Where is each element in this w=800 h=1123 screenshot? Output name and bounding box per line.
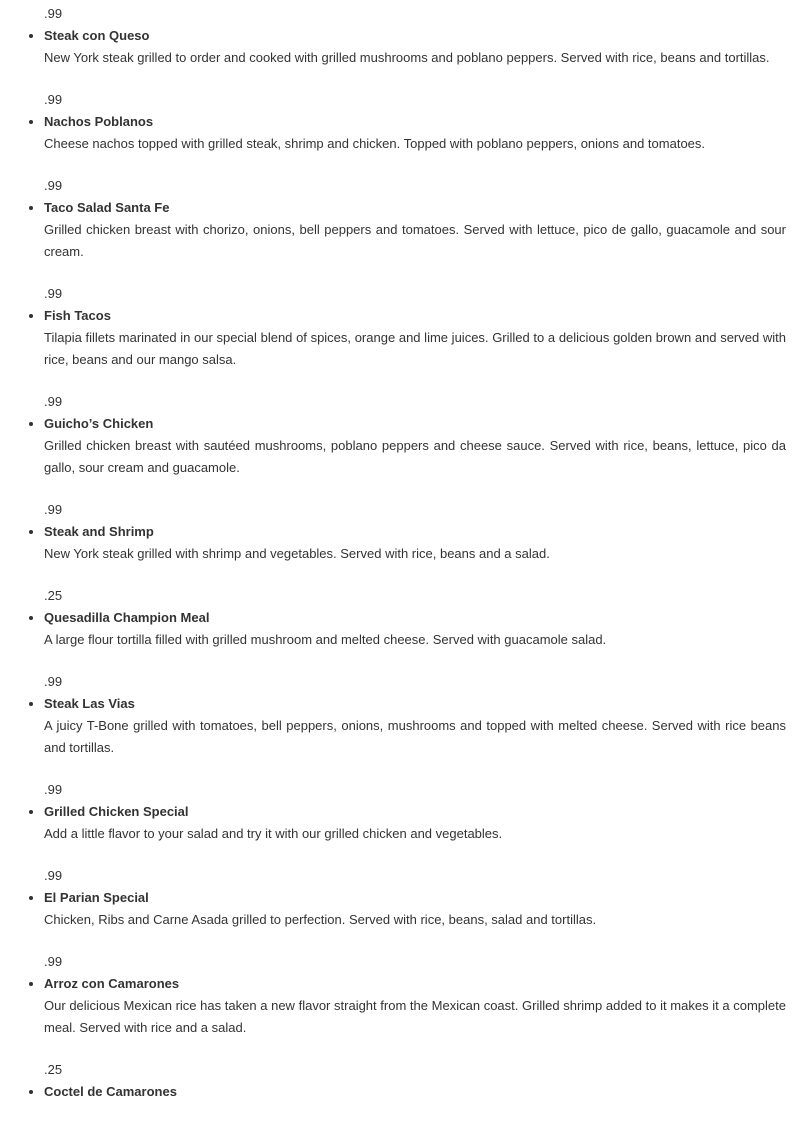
price-line [44,89,786,111]
menu-item-name: • Arroz con Camarones [44,976,180,991]
menu-item-price: .99 [44,6,63,21]
menu-item [44,305,786,371]
menu-item [44,521,786,565]
menu-item-name: • Coctel de Camarones [44,1084,177,1099]
price-line [44,951,786,973]
menu-item [44,693,786,759]
price-line [44,671,786,693]
menu-item-price: .99 [44,92,63,107]
menu-item-description: Grilled chicken breast with chorizo, onions, bell peppers and tomatoes. Served with lettuce, pico de gallo, guacamole and sour cream. [44,222,786,259]
menu-item-description: Add a little flavor to your salad and try it with our grilled chicken and vegetables. [44,826,503,841]
menu-item-description: Our delicious Mexican rice has taken a new flavor straight from the Mexican coast. Grilled shrimp added to it makes it a complete meal. Served with rice and a salad. [44,998,786,1035]
menu-item-description: Chicken, Ribs and Carne Asada grilled to perfection. Served with rice, beans, salad and tortillas. [44,912,597,927]
menu-item-description: A large flour tortilla filled with grilled mushroom and melted cheese. Served with guacamole salad. [44,632,607,647]
price-line [44,1059,786,1081]
menu-item-name: • El Parian Special [44,890,149,905]
menu-item-price: .99 [44,868,63,883]
menu-item [44,413,786,479]
menu-item-name: • Guicho’s Chicken [44,416,154,431]
menu-item-name: • Steak and Shrimp [44,524,154,539]
menu-item-price: .99 [44,178,63,193]
menu-item-name: • Grilled Chicken Special [44,804,189,819]
price-line [44,779,786,801]
menu-item-price: .25 [44,1062,63,1077]
menu-item-price: .99 [44,502,63,517]
menu-item-name: • Nachos Poblanos [44,114,154,129]
menu-list [0,3,786,1123]
menu-item-name: • Steak Las Vias [44,696,135,711]
menu-item [44,1081,786,1103]
menu-item [44,887,786,931]
menu-item-price: .99 [44,954,63,969]
price-line [44,175,786,197]
menu-item-description: New York steak grilled to order and cooked with grilled mushrooms and poblano peppers. Served with rice, beans and tortillas. [44,50,770,65]
menu-item-price: .25 [44,588,63,603]
menu-item-description: New York steak grilled with shrimp and vegetables. Served with rice, beans and a salad. [44,546,550,561]
menu-item-description: Tilapia fillets marinated in our special blend of spices, orange and lime juices. Grilled to a delicious golden brown and served with rice, beans and our mango salsa. [44,330,786,367]
menu-item [44,801,786,845]
menu-item-price: .99 [44,394,63,409]
menu-item [44,197,786,263]
price-line [44,3,786,25]
menu-item [44,25,786,69]
menu-item-name: • Quesadilla Champion Meal [44,610,210,625]
menu-item [44,111,786,155]
menu-item-price: .99 [44,674,63,689]
price-line [44,391,786,413]
price-line [44,499,786,521]
price-line [44,585,786,607]
menu-item [44,973,786,1039]
menu-item-price: .99 [44,782,63,797]
price-line [44,865,786,887]
menu-item-name: • Fish Tacos [44,308,111,323]
menu-item-description: A juicy T-Bone grilled with tomatoes, bell peppers, onions, mushrooms and topped with melted cheese. Served with rice beans and tortillas. [44,718,786,755]
menu-item-description: Cheese nachos topped with grilled steak, shrimp and chicken. Topped with poblano peppers, onions and tomatoes. [44,136,706,151]
menu-item-name: • Steak con Queso [44,28,150,43]
menu-item-name: • Taco Salad Santa Fe [44,200,170,215]
price-line [44,283,786,305]
menu-item-description: Grilled chicken breast with sautéed mushrooms, poblano peppers and cheese sauce. Served with rice, beans, lettuce, pico da gallo, sour cream and guacamole. [44,438,786,475]
menu-item [44,607,786,651]
menu-item-price: .99 [44,286,63,301]
